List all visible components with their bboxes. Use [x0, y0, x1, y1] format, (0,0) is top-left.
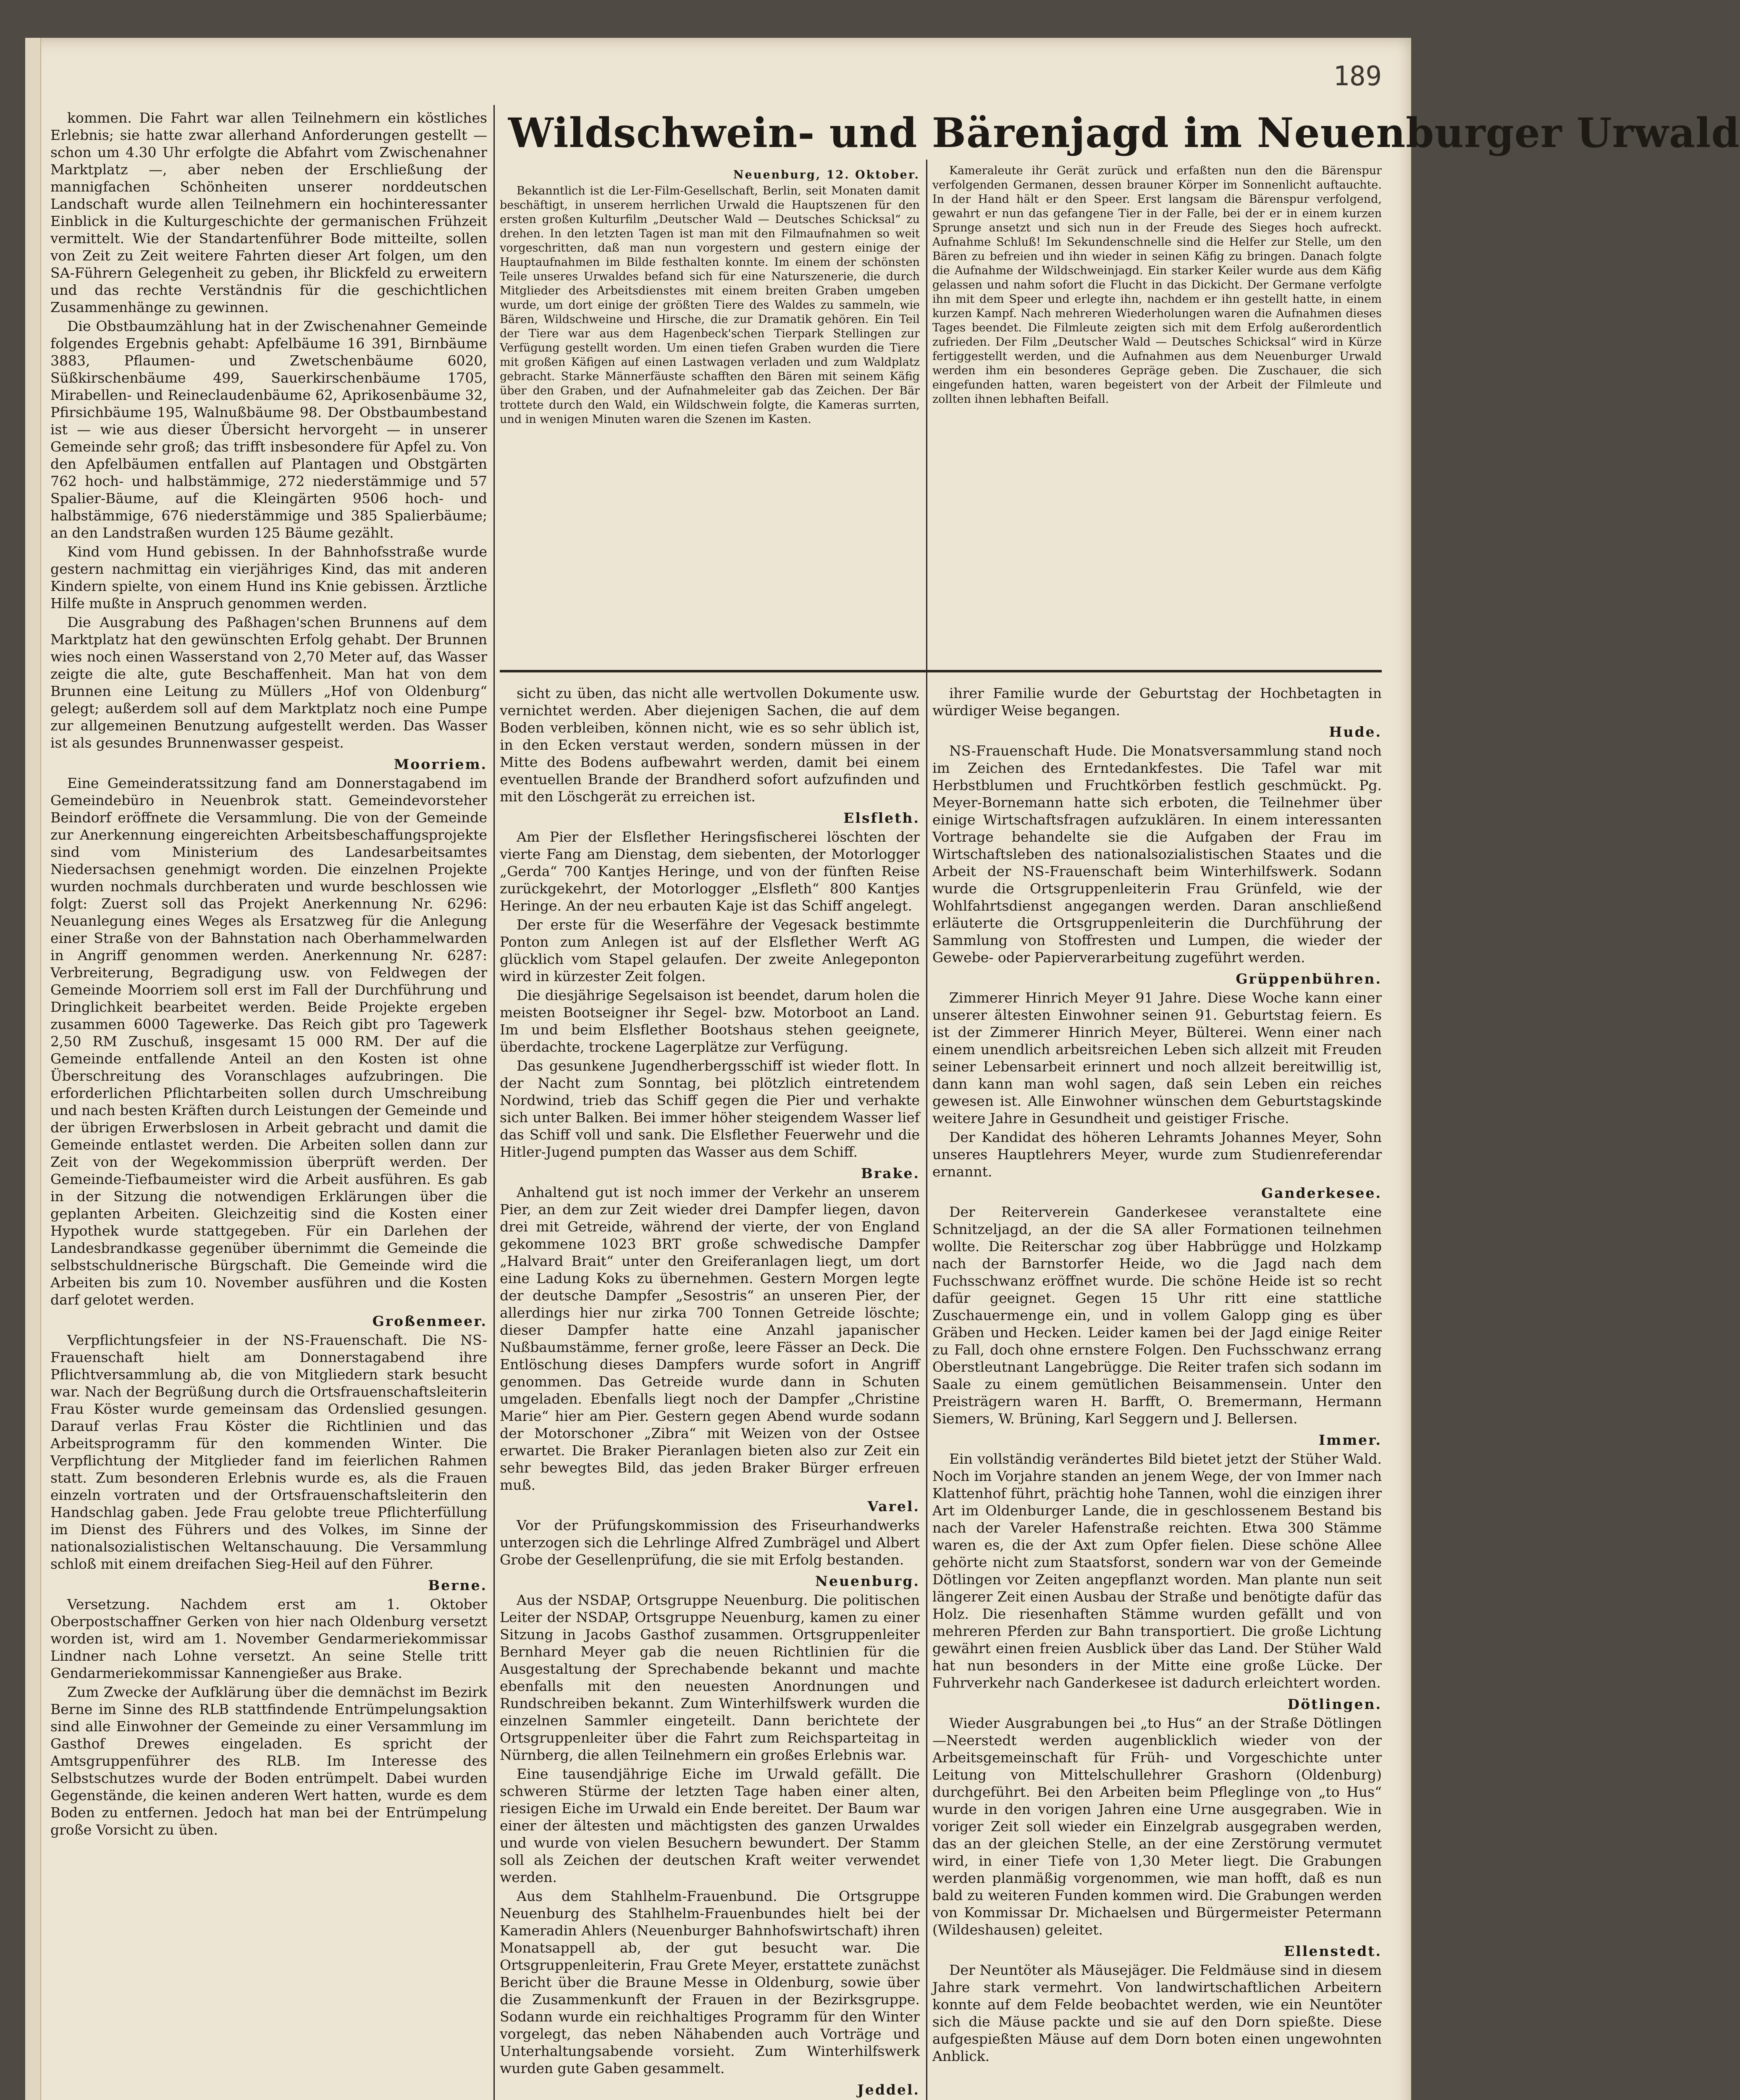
- paragraph: Aus dem Stahlhelm-Frauenbund. Die Ortsgruppe Neuenburg des Stahlhelm-Frauenbundes hielt bei der Kameradin Ahlers (Neuenburger Bahnhofswirtschaft) ihren Monatsappell ab, der gut besucht war. Die Ortsgruppenleiterin, Frau Grete Meyer, erstattete zunächst Bericht über die Braune Messe in Oldenburg, sowie über die Zusammenkunft der Frauen in der Bezirksgruppe. Sodann wurde ein reichhaltiges Programm für den Winter vorgelegt, das neben Nähabenden auch Vorträge und Unterhaltungsabende vorsieht. Zum Winterhilfswerk wurden gute Gaben gesammelt.: [500, 1888, 920, 2076]
- paragraph: Die diesjährige Segelsaison ist beendet, darum holen die meisten Bootseigner ihr Segel- bzw. Motorboot an Land. Im und beim Elsflether Bootshaus stehen geeignete, überdachte, trockene Lagerplätze zur Verfügung.: [500, 987, 920, 1055]
- paragraph: Der Kandidat des höheren Lehramts Johannes Meyer, Sohn unseres Hauptlehrers Meyer, wurde zum Studienreferendar ernannt.: [932, 1129, 1382, 1180]
- dateline: Varel.: [867, 1498, 920, 1515]
- feature-article-left: [500, 164, 920, 664]
- paragraph: Zimmerer Hinrich Meyer 91 Jahre. Diese Woche kann einer unserer ältesten Einwohner seinen 91. Geburtstag feiern. Es ist der Zimmerer Hinrich Meyer, Bülterei. Wenn einer nach einem unendlich arbeitsreichen Leben sich allzeit mit Freuden seiner Lebensarbeit erinnert und noch allzeit bereitwillig ist, dann kann man wohl sagen, daß sein Leben ein reiches gewesen ist. Alle Einwohner wünschen dem Geburtstagskinde weitere Jahre in Gesundheit und geistiger Frische.: [932, 990, 1382, 1126]
- dateline: Großenmeer.: [372, 1313, 487, 1329]
- paragraph: Kind vom Hund gebissen. In der Bahnhofsstraße wurde gestern nachmittag ein vierjähriges Kind, das mit anderen Kindern spielte, von einem Hund ins Knie gebissen. Ärztliche Hilfe mußte in Anspruch genommen werden.: [50, 543, 487, 612]
- paragraph: Eine Gemeinderatssitzung fand am Donnerstagabend im Gemeindebüro in Neuenbrok statt. Gemeindevorsteher Beindorf eröffnete die Versammlung. Die von der Gemeinde zur Anerkennung eingereichten Arbeitsbeschaffungsprojekte sind vom Ministerium des Landesarbeitsamtes Niedersachsen genehmigt worden. Die einzelnen Projekte wurden nochmals durchberaten und wurde beschlossen wie folgt: Zuerst soll das Projekt Anerkennung Nr. 6296: Neuanlegung eines Weges als Ersatzweg für die Anlegung einer Straße von der Bahnstation nach Oberhammelwarden in Angriff genommen werden. Anerkennung Nr. 6287: Verbreiterung, Begradigung usw. von Feldwegen der Gemeinde Moorriem soll erst im Fall der Durchführung und Dringlichkeit bearbeitet werden. Beide Projekte ergeben zusammen 6000 Tagewerke. Das Reich gibt pro Tagewerk 2,50 RM Zuschuß, insgesamt 15 000 RM. Der auf die Gemeinde entfallende Anteil an den Kosten ist ohne Überschreitung des Voranschlages aufzubringen. Die erforderlichen Pflichtarbeiten sollen durch Umschreibung und nach besten Kräften durch Leistungen der Gemeinde und der übrigen Erwerbslosen in Arbeit gebracht und damit die Gemeinde entlastet werden. Die Arbeiten sollen dann zur Zeit von der Wegekommission überprüft werden. Der Gemeinde-Tiefbaumeister wird die Arbeit ausführen. Es gab in der Sitzung die notwendigen Erklärungen über die geplanten Arbeiten. Gleichzeitig sind die Kosten einer Hypothek wurde stattgegeben. Für ein Darlehen der Landesbrandkasse gegenüber übernimmt die Gemeinde die selbstschuldnerische Bürgschaft. Die Gemeinde wird die Arbeiten bis zum 10. November ausführen und die Kosten darf gelotet werden.: [50, 775, 487, 1308]
- page-number: 189: [1333, 61, 1382, 92]
- column-divider: [493, 105, 495, 2100]
- paragraph: Wieder Ausgrabungen bei „to Hus“ an der Straße Dötlingen—Neerstedt werden augenblicklich wieder von der Arbeitsgemeinschaft für Früh- und Vorgeschichte unter Leitung von Mittelschullehrer Grashorn (Oldenburg) durchgeführt. Bei den Arbeiten beim Pfleglinge von „to Hus“ wurde in den vorigen Jahren eine Urne ausgegraben. Wie in voriger Zeit soll wieder ein Einzelgrab ausgegraben werden, das an der gleichen Stelle, an der eine Zerstörung vermutet wird, in einer Tiefe von 1,30 Meter liegt. Die Grabungen werden planmäßig vorgenommen, wie man hofft, daß es nun bald zu weiteren Funden kommen wird. Die Grabungen werden von Kommissar Dr. Michaelsen und Bürgermeister Petermann (Wildeshausen) geleitet.: [932, 1715, 1382, 1938]
- paragraph: NS-Frauenschaft Hude. Die Monatsversammlung stand noch im Zeichen des Erntedankfestes. Die Tafel war mit Herbstblumen und Fruchtkörben festlich geschmückt. Pg. Meyer-Bornemann hatte sich erboten, die Teilnehmer über einige Wirtschaftsfragen aufzuklären. In einem interessanten Vortrage behandelte sie die Aufgaben der Frau im Wirtschaftsleben des nationalsozialistischen Staates und die Arbeit der NS-Frauenschaft beim Winterhilfswerk. Sodann wurde die Ortsgruppenleiterin Frau Grünfeld, wie der Wohlfahrtsdienst angegangen werden. Daran anschließend erläuterte die Ortsgruppenleiterin die Durchführung der Sammlung von Stoffresten und Lumpen, die wieder der Gewebe- oder Papierverarbeitung zugeführt werden.: [932, 743, 1382, 966]
- paragraph: Zum Zwecke der Aufklärung über die demnächst im Bezirk Berne im Sinne des RLB stattfindende Entrümpelungsaktion sind alle Einwohner der Gemeinde zu einer Versammlung im Gasthof Drewes eingeladen. Es spricht der Amtsgruppenführer des RLB. Im Interesse des Selbstschutzes wurde der Boden entrümpelt. Dabei wurden Gegenstände, die keinen anderen Wert hatten, wurde es dem Boden zu entfernen. Jedoch hat man bei der Entrümpelung große Vorsicht zu üben.: [50, 1684, 487, 1838]
- dateline: Brake.: [861, 1165, 920, 1181]
- dateline: Neuenburg, 12. Oktober.: [733, 168, 920, 181]
- dateline: Dötlingen.: [1287, 1696, 1382, 1712]
- headline: Wildschwein- und Bärenjagd im Neuenburger Urwald: [508, 109, 1740, 157]
- column-middle: [500, 685, 920, 2100]
- paragraph: Am Pier der Elsflether Heringsfischerei löschten der vierte Fang am Dienstag, dem siebenten, der Motorlogger „Gerda“ 700 Kantjes Heringe, und von der fünften Reise zurückgekehrt, der Motorlogger „Elsfleth“ 800 Kantjes Heringe. An der neu erbauten Kaje ist das Schiff angelegt.: [500, 829, 920, 914]
- paragraph: Ein vollständig verändertes Bild bietet jetzt der Stüher Wald. Noch im Vorjahre standen an jenem Wege, der von Immer nach Klattenhof führt, prächtig hohe Tannen, wohl die einzigen ihrer Art im Oldenburger Lande, die in geschlossenem Bestand bis nach der Vareler Hafenstraße reichten. Etwa 300 Stämme waren es, die der Axt zum Opfer fielen. Diese schöne Allee gehörte nicht zum Staatsforst, sondern war von der Gemeinde Dötlingen vor Zeiten angepflanzt worden. Man plante nun seit längerer Zeit einen Ausbau der Straße und benötigte dafür das Holz. Die riesenhaften Stämme wurden gefällt und von mehreren Pferden zur Bahn transportiert. Die große Lichtung gewährt einen freien Ausblick über das Land. Der Stüher Wald hat nun besonders in der Mitte eine große Lücke. Der Fuhrverkehr nach Ganderkesee ist dadurch erleichtert worden.: [932, 1451, 1382, 1691]
- paragraph: Versetzung. Nachdem erst am 1. Oktober Oberpostschaffner Gerken von hier nach Oldenburg versetzt worden ist, wird am 1. November Gendarmeriekommissar Lindner nach Lohne versetzt. An seine Stelle tritt Gendarmeriekommissar Kannengießer aus Brake.: [50, 1596, 487, 1681]
- newspaper-page: [25, 38, 1740, 2100]
- dateline: Hude.: [1329, 724, 1382, 740]
- paragraph: Aus der NSDAP, Ortsgruppe Neuenburg. Die politischen Leiter der NSDAP, Ortsgruppe Neuenburg, kamen zu einer Sitzung in Jacobs Gasthof zusammen. Ortsgruppenleiter Bernhard Meyer gab die neuen Richtlinien für die Ausgestaltung der Sprechabende bekannt und machte ebenfalls mit den neuesten Anordnungen und Rundschreiben bekannt. Zum Winterhilfswerk wurden die einzelnen Sammler eingeteilt. Dann berichtete der Ortsgruppenleiter über die Fahrt zum Reichsparteitag in Nürnberg, die allen Teilnehmern ein großes Erlebnis war.: [500, 1592, 920, 1763]
- paragraph: Verpflichtungsfeier in der NS-Frauenschaft. Die NS-Frauenschaft hielt am Donnerstagabend ihre Pflichtversammlung ab, die von Mitgliedern stark besucht war. Nach der Begrüßung durch die Ortsfrauenschaftsleiterin Frau Köster wurde gemeinsam das Ordenslied gesungen. Darauf verlas Frau Köster die Richtlinien und das Arbeitsprogramm für den kommenden Winter. Die Verpflichtung der Mitglieder fand im feierlichen Rahmen statt. Zum besonderen Erlebnis wurde es, als die Frauen einzeln vortraten und der Ortsfrauenschaftsleiterin den Handschlag gaben. Jede Frau gelobte treue Pflichterfüllung im Dienst des Führers und des Volkes, im Sinne der nationalsozialistischen Weltanschauung. Die Versammlung schloß mit einem dreifachen Sieg-Heil auf den Führer.: [50, 1332, 487, 1572]
- column-left: [50, 109, 487, 2100]
- paragraph: Vor der Prüfungskommission des Friseurhandwerks unterzogen sich die Lehrlinge Alfred Zumbrägel und Albert Grobe der Gesellenprüfung, die sie mit Erfolg bestanden.: [500, 1517, 920, 1568]
- paragraph: Kameraleute ihr Gerät zurück und erfaßten nun den die Bärenspur verfolgenden Germanen, dessen brauner Körper im Sonnenlicht auftauchte. In der Hand hält er den Speer. Erst langsam die Bärenspur verfolgend, gewahrt er nun das gefangene Tier in der Falle, bei der er in einem kurzen Sprunge ansetzt und sich nun in der Freude des Sieges hoch aufreckt. Aufnahme Schluß! Im Sekundenschnelle sind die Helfer zur Stelle, um den Bären zu befreien und ihn wieder in seinen Käfig zu bringen. Danach folgte die Aufnahme der Wildschweinjagd. Ein starker Keiler wurde aus dem Käfig gelassen und nahm sofort die Flucht in das Dickicht. Der Germane verfolgte ihn mit dem Speer und erlegte ihn, nachdem er ihn gestellt hatte, in einem kurzen Kampf. Nach mehreren Wiederholungen waren die Aufnahmen dieses Tages beendet. Die Filmleute zeigten sich mit dem Erfolg außerordentlich zufrieden. Der Film „Deutscher Wald — Deutsches Schicksal“ wird in Kürze fertiggestellt werden, und die Aufnahmen aus dem Neuenburger Urwald werden ihm ein besonderes Gepräge geben. Die Zuschauer, die sich eingefunden hatten, waren begeistert von der Arbeit der Filmleute und zollten ihnen lebhaften Beifall.: [932, 164, 1382, 406]
- feature-article-right: [932, 164, 1382, 664]
- article-divider: [500, 670, 1382, 672]
- dateline: Neuenburg.: [815, 1573, 920, 1589]
- dateline: Moorriem.: [394, 756, 487, 772]
- paragraph: Eine tausendjährige Eiche im Urwald gefällt. Die schweren Stürme der letzten Tage haben einer alten, riesigen Eiche im Urwald ein Ende bereitet. Der Baum war einer der ältesten und mächtigsten des ganzen Urwaldes und wurde von vielen Besuchern bewundert. Der Stamm soll als Zeichen der deutschen Kraft weiter verwendet werden.: [500, 1766, 920, 1885]
- dateline: Ganderkesee.: [1261, 1185, 1382, 1201]
- paragraph: Die Ausgrabung des Paßhagen'schen Brunnens auf dem Marktplatz hat den gewünschten Erfolg gehabt. Der Brunnen wies noch einen Wasserstand von 2,70 Meter auf, das Wasser zeigte die alte, gute Beschaffenheit. Man hat von dem Brunnen eine Leitung zu Müllers „Hof von Oldenburg“ gelegt; außerdem soll auf dem Marktplatz noch eine Pumpe zur allgemeinen Benutzung aufgestellt werden. Das Wasser ist als gesundes Brunnenwasser gespeist.: [50, 614, 487, 751]
- paragraph: Der erste für die Weserfähre der Vegesack bestimmte Ponton zum Anlegen ist auf der Elsflether Werft AG glücklich vom Stapel gelaufen. Der zweite Anlegeponton wird in kürzester Zeit folgen.: [500, 916, 920, 984]
- dateline: Berne.: [428, 1577, 487, 1593]
- dateline: Grüppenbühren.: [1236, 971, 1382, 987]
- column-divider: [926, 160, 927, 2100]
- dateline: Ellenstedt.: [1284, 1943, 1382, 1959]
- paragraph: Anhaltend gut ist noch immer der Verkehr an unserem Pier, an dem zur Zeit wieder drei Dampfer liegen, davon drei mit Getreide, während der vierte, der von England gekommene 1023 BRT große schwedische Dampfer „Halvard Brait“ unter den Greiferanlagen liegt, um dort eine Ladung Koks zu übernehmen. Gestern Morgen legte der deutsche Dampfer „Sesostris“ an unseren Pier, der allerdings hier nur zirka 700 Tonnen Getreide löschte; dieser Dampfer hatte eine Anzahl japanischer Nußbaumstämme, ferner große, leere Fässer an Deck. Die Entlöschung dieses Dampfers wurde sofort in Angriff genommen. Das Getreide wurde dann in Schuten umgeladen. Ebenfalls liegt noch der Dampfer „Christine Marie“ hier am Pier. Gestern gegen Abend wurde sodann der Motorschoner „Zibra“ mit Weizen von der Ostsee erwartet. Die Braker Pieranlagen bieten also zur Zeit ein sehr bewegtes Bild, das jeden Braker Bürger erfreuen muß.: [500, 1184, 920, 1493]
- dateline: Immer.: [1318, 1432, 1382, 1448]
- paragraph: Bekanntlich ist die Ler-Film-Gesellschaft, Berlin, seit Monaten damit beschäftigt, in unserem herrlichen Urwald die Hauptszenen für den ersten großen Kulturfilm „Deutscher Wald — Deutsches Schicksal“ zu drehen. In den letzten Tagen ist man mit den Filmaufnahmen so weit vorgeschritten, daß man nun vorgestern und gestern einige der Hauptaufnahmen im Bilde festhalten konnte. Im einem der schönsten Teile unseres Urwaldes befand sich für eine Naturszenerie, die durch Mitglieder des Arbeitsdienstes mit einem breiten Graben umgeben wurde, um dort einige der größten Tiere des Waldes zu sammeln, wie Bären, Wildschweine und Hirsche, die zur Dramatik gehören. Ein Teil der Tiere war aus dem Hagenbeck'schen Tierpark Stellingen zur Verfügung gestellt worden. Um einen tiefen Graben wurden die Tiere mit großen Käfigen auf einen Lastwagen verladen und zum Waldplatz gebracht. Starke Männerfäuste schafften den Bären mit seinem Käfig über den Graben, und der Aufnahmeleiter gab das Zeichen. Der Bär trottete durch den Wald, ein Wildschwein folgte, die Kameras surrten, und in wenigen Minuten waren die Szenen im Kasten.: [500, 184, 920, 426]
- paragraph: Das gesunkene Jugendherbergsschiff ist wieder flott. In der Nacht zum Sonntag, bei plötzlich eintretendem Nordwind, trieb das Schiff gegen die Pier und verhakte sich unter Balken. Bei immer höher steigendem Wasser lief das Schiff voll und sank. Die Elsflether Feuerwehr und die Hitler-Jugend pumpten das Wasser aus dem Schiff.: [500, 1058, 920, 1160]
- paragraph: kommen. Die Fahrt war allen Teilnehmern ein köstliches Erlebnis; sie hatte zwar allerhand Anforderungen gestellt — schon um 4.30 Uhr erfolgte die Abfahrt vom Zwischenahner Marktplatz —, aber neben der Erschließung der mannigfachen Schönheiten unserer norddeutschen Landschaft wurde allen Teilnehmern ein hochinteressanter Einblick in die Kulturgeschichte der germanischen Frühzeit vermittelt. Wie der Standartenführer Bode mitteilte, sollen von Zeit zu Zeit weitere Fahrten dieser Art folgen, um den SA-Führern Gelegenheit zu geben, ihr Blickfeld zu erweitern und das rechte Verständnis für die geschichtlichen Zusammenhänge zu gewinnen.: [50, 110, 487, 315]
- previous-page-edge: [25, 38, 41, 2100]
- paragraph: Der Neuntöter als Mäusejäger. Die Feldmäuse sind in diesem Jahre stark vermehrt. Von landwirtschaftlichen Arbeitern konnte auf dem Felde beobachtet werden, wie ein Neuntöter sich die Mäuse packte und sie auf den Dorn spießte. Diese aufgespießten Mäuse auf dem Dorn boten einen ungewohnten Anblick.: [932, 1962, 1382, 2064]
- dateline: Jeddel.: [857, 2082, 920, 2098]
- paragraph: Die Obstbaumzählung hat in der Zwischenahner Gemeinde folgendes Ergebnis gehabt: Apfelbäume 16 391, Birnbäume 3883, Pflaumen- und Zwetschenbäume 6020, Süßkirschenbäume 499, Sauerkirschenbäume 1705, Mirabellen- und Reineclaudenbäume 62, Aprikosenbäume 32, Pfirsichbäume 195, Walnußbäume 98. Der Obstbaumbestand ist — wie aus dieser Übersicht hervorgeht — in unserer Gemeinde sehr groß; das trifft insbesondere für Apfel zu. Von den Apfelbäumen entfallen auf Plantagen und Obstgärten 762 hoch- und halbstämmige, 272 niederstämmige und 57 Spalier-Bäume, auf die Kleingärten 9506 hoch- und halbstämmige, 676 niederstämmige und 385 Spalierbäume; an den Landstraßen wurden 125 Bäume gezählt.: [50, 318, 487, 541]
- paragraph: Der Reiterverein Ganderkesee veranstaltete eine Schnitzeljagd, an der die SA aller Formationen teilnehmen wollte. Die Reiterschar zog über Habbrügge und Holzkamp nach der Barnstorfer Heide, wo die Jagd nach dem Fuchsschwanz eröffnet wurde. Die schöne Heide ist so recht dafür geeignet. Gegen 15 Uhr ritt eine stattliche Zuschauermenge ein, und in vollem Galopp ging es über Gräben und Hecken. Leider kamen bei der Jagd einige Reiter zu Fall, doch ohne ernstere Folgen. Den Fuchsschwanz errang Oberstleutnant Langebrügge. Die Reiter trafen sich sodann im Saale zu einem gemütlichen Beisammensein. Unter den Preisträgern waren H. Barfft, O. Bremermann, Hermann Siemers, W. Brüning, Karl Seggern und J. Bellersen.: [932, 1204, 1382, 1427]
- paragraph: sicht zu üben, das nicht alle wertvollen Dokumente usw. vernichtet werden. Aber diejenigen Sachen, die auf dem Boden verbleiben, können nicht, wie es so sehr üblich ist, in den Ecken verstaut werden, sondern müssen in der Mitte des Bodens aufbewahrt werden, damit bei einem eventuellen Brande der Brandherd sofort aufzufinden und mit den Löschgerät zu erreichen ist.: [500, 685, 920, 805]
- dateline: Elsfleth.: [843, 810, 920, 826]
- column-right: [932, 685, 1382, 2100]
- paragraph: ihrer Familie wurde der Geburtstag der Hochbetagten in würdiger Weise begangen.: [932, 685, 1382, 719]
